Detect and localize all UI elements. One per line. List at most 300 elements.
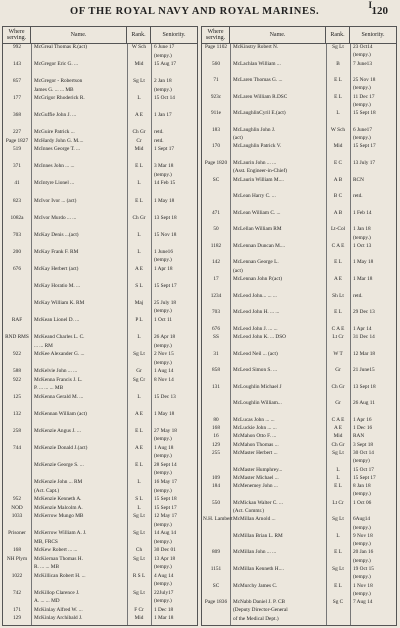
where-serving-cell: 1082a	[10, 214, 24, 221]
seniority-cell: retd.	[154, 129, 164, 136]
seniority-cell: (tempy.)	[154, 359, 172, 366]
rank-cell: L	[137, 231, 141, 238]
table-row	[202, 442, 396, 450]
name-cell: McLaren William R.DSC	[233, 93, 288, 100]
seniority-cell: (tempy.)	[154, 521, 172, 528]
seniority-cell: 8 Nov 14	[154, 376, 174, 383]
right-column-table	[201, 26, 397, 626]
name-cell: McKee Alexander G. ...	[34, 351, 85, 358]
where-serving-cell: 742	[13, 589, 21, 596]
rank-cell: Ch Gr	[331, 383, 345, 390]
seniority-cell: 19 Oct 15	[353, 566, 374, 572]
seniority-cell: (tempy.)	[154, 487, 172, 494]
seniority-cell: 6 June17	[353, 126, 372, 133]
table-row	[3, 505, 197, 514]
rank-cell: Lt Cr	[332, 334, 344, 340]
name-cell: McLellan William RM	[233, 226, 282, 233]
table-row	[202, 525, 396, 533]
rank-cell: Mid	[134, 146, 144, 153]
table-row	[202, 583, 396, 591]
table-row	[3, 351, 197, 360]
seniority-cell: (tempy.)	[353, 524, 371, 531]
table-row	[3, 419, 197, 428]
where-serving-cell: 227	[13, 129, 21, 136]
where-serving-cell: 131	[212, 383, 220, 390]
table-row	[202, 110, 396, 118]
rank-cell: W Sch	[330, 126, 346, 133]
name-cell: McHardy John G. M....	[34, 137, 84, 144]
rank-cell: E L	[334, 483, 342, 490]
table-row	[202, 127, 396, 135]
table-row	[202, 375, 396, 383]
rank-cell: Ch Gr	[132, 214, 146, 221]
name-cell: McLean William C. ...	[233, 209, 281, 216]
seniority-cell: 1 Oct 13	[353, 242, 372, 249]
seniority-cell: 6Aug14	[353, 516, 371, 523]
seniority-cell: (tempy.)	[154, 453, 172, 460]
seniority-cell: 15 Oct 14	[154, 95, 175, 102]
seniority-cell: 1 Nov 18	[353, 582, 373, 589]
rank-cell: B C	[333, 193, 343, 200]
seniority-cell: 1 Aug 18	[154, 444, 174, 451]
table-row	[3, 172, 197, 181]
seniority-cell: (tempy.)	[353, 102, 371, 108]
seniority-cell: 15 Sept 17	[353, 474, 376, 481]
seniority-cell: 9 Nov 18	[353, 532, 373, 539]
rank-cell: L	[137, 248, 141, 255]
rank-cell: Sg Lt	[332, 44, 344, 50]
rank-cell: Mid	[333, 143, 343, 150]
seniority-cell: 1 May 18	[154, 197, 175, 204]
right-table-header	[202, 27, 396, 44]
table-row	[202, 85, 396, 93]
where-serving-cell: 368	[13, 112, 21, 119]
table-row	[202, 61, 396, 69]
name-cell: of the Medical Dept.)	[233, 615, 279, 622]
name-cell: R. ... ... MB	[34, 564, 60, 571]
where-serving-cell: SC	[212, 176, 220, 183]
name-cell: (Act. Commr.)	[233, 508, 265, 514]
rank-cell: E L	[135, 163, 143, 170]
table-row	[3, 615, 197, 624]
table-row	[3, 53, 197, 62]
table-row	[3, 257, 197, 266]
table-row	[3, 249, 197, 258]
rank-cell: E L	[334, 549, 342, 556]
name-cell: McGuire Patrick ...	[34, 129, 75, 136]
seniority-cell: 30 Oct 14	[353, 450, 374, 456]
rank-cell: E L	[334, 582, 342, 589]
rank-cell: E L	[334, 77, 342, 84]
table-row	[202, 558, 396, 566]
table-row	[202, 549, 396, 557]
seniority-cell: 1 Apr 18	[154, 265, 173, 272]
table-row	[202, 433, 396, 441]
table-row	[3, 308, 197, 317]
name-cell: McLaurin William M....	[233, 176, 284, 183]
table-row	[202, 367, 396, 375]
name-cell: (act)	[233, 267, 243, 274]
where-serving-cell: NH Plym	[6, 555, 28, 562]
seniority-cell: (tempy.)	[154, 171, 172, 178]
seniority-cell: 21 June15	[353, 367, 375, 374]
page-number: 120	[371, 5, 388, 17]
name-cell: McKenzie John ... RM	[34, 479, 83, 485]
name-cell: McKew Robert ... ...	[34, 547, 78, 554]
name-cell: McKenna Gerald M. ...	[34, 393, 84, 400]
rank-cell: Mid	[134, 615, 144, 622]
where-serving-cell: 1234	[210, 292, 222, 299]
rank-cell: Ch Gr	[331, 441, 345, 448]
where-serving-cell: Prisoner	[8, 530, 26, 537]
table-row	[3, 283, 197, 292]
table-row	[202, 160, 396, 168]
seniority-cell: (tempy.)	[154, 86, 172, 93]
seniority-cell: 15 Nov 18	[154, 231, 177, 238]
table-row	[202, 467, 396, 475]
table-row	[3, 129, 197, 138]
seniority-cell: 1 Apr 16	[353, 416, 372, 423]
table-row	[3, 206, 197, 215]
seniority-cell: 1 May 18	[353, 259, 374, 266]
seniority-cell: retd.	[353, 193, 363, 200]
rank-cell: Mid	[134, 61, 144, 68]
table-row	[3, 385, 197, 394]
table-row	[202, 185, 396, 193]
where-serving-cell: 258	[13, 427, 21, 434]
table-row	[202, 500, 396, 508]
seniority-cell: 20 Jan 16	[353, 549, 374, 556]
where-serving-cell: 1151	[210, 566, 222, 572]
where-serving-cell: 16	[213, 433, 219, 440]
table-row	[202, 243, 396, 251]
where-serving-cell: 132	[13, 410, 21, 417]
table-row	[3, 411, 197, 420]
seniority-cell: (tempy.)	[353, 574, 371, 581]
seniority-cell: (tempy.)	[154, 470, 172, 477]
where-serving-cell: 143	[13, 61, 21, 68]
table-row	[3, 266, 197, 275]
seniority-cell: (tempy.)	[154, 598, 172, 605]
name-cell: McIvor Murdo ... ...	[34, 214, 77, 221]
table-row	[3, 556, 197, 565]
seniority-cell: 1 Sept 17	[154, 146, 175, 153]
table-row	[3, 488, 197, 497]
table-row	[3, 547, 197, 556]
table-row	[202, 599, 396, 607]
rank-cell: P L	[135, 316, 143, 323]
where-serving-cell: Page 1102	[204, 44, 228, 50]
name-cell: (Act. Capt.)	[34, 487, 60, 494]
left-column-table	[2, 26, 198, 626]
rank-header: Rank.	[127, 27, 151, 43]
seniority-cell: (tempy.)	[353, 541, 371, 548]
table-row	[202, 268, 396, 276]
table-row	[3, 274, 197, 283]
rank-cell: L	[137, 180, 141, 187]
name-cell: McLoughlin Michael J	[233, 383, 282, 390]
name-cell: McKenzie Angus J. ...	[34, 427, 81, 434]
where-serving-cell: 129	[13, 615, 21, 622]
seniority-cell: 22July17	[154, 589, 174, 596]
where-serving-cell: 809	[212, 549, 220, 556]
rank-cell: Sg Lt	[133, 78, 145, 85]
name-cell: McLaughlin Patrick V.	[233, 143, 282, 150]
seniority-cell: 1 Mar 18	[154, 615, 174, 622]
seniority-cell: 7 Aug 14	[353, 599, 373, 606]
rank-cell: L	[336, 466, 340, 473]
name-cell: McInnes George T. ...	[34, 146, 81, 153]
rank-cell: L	[137, 334, 141, 340]
seniority-cell: RCN	[353, 176, 364, 183]
where-serving-cell: 41	[14, 180, 20, 187]
where-serving-cell: NOD	[11, 504, 23, 511]
name-cell: McMahon Thomas ...	[233, 441, 279, 448]
where-serving-cell: 703	[13, 231, 21, 238]
table-row	[3, 377, 197, 386]
name-cell: McKinlay Alfred W. ...	[34, 606, 83, 613]
table-row	[202, 251, 396, 259]
where-serving-cell: 255	[212, 450, 220, 456]
seniority-cell: 15 Sept 17	[154, 504, 177, 511]
seniority-cell: 1 Aug 14	[154, 368, 174, 375]
seniority-cell: (tempy.)	[353, 590, 371, 597]
table-row	[202, 152, 396, 160]
rank-cell: A B	[333, 176, 343, 183]
name-cell: McGregor Eric G. ...	[34, 61, 78, 68]
where-serving-cell: 184	[212, 483, 220, 490]
name-cell: McMaster Humphrey...	[233, 466, 283, 473]
rank-cell: S L	[135, 496, 143, 503]
rank-cell: E L	[334, 309, 342, 316]
where-serving-cell: 109	[212, 474, 220, 481]
seniority-cell: 27 May 18	[154, 427, 177, 434]
rank-cell: L	[137, 479, 141, 485]
seniority-cell: 3 Sept 18	[353, 441, 374, 448]
seniority-cell: 13 Apr 18	[154, 555, 176, 562]
table-row	[3, 112, 197, 121]
table-row	[3, 539, 197, 548]
table-row	[202, 409, 396, 417]
rank-cell: Mid	[333, 433, 343, 440]
seniority-cell: (tempy.)	[154, 342, 172, 349]
rank-cell: Gr	[335, 367, 341, 374]
rank-cell: B	[336, 60, 340, 67]
name-cell: (Deputy Director-General	[233, 607, 288, 614]
rank-cell: Sg Lt	[332, 450, 344, 456]
name-cell: McGuffie John J. ...	[34, 112, 77, 119]
table-row	[3, 607, 197, 616]
rank-cell: E L	[135, 197, 143, 204]
name-cell: ... ... RM	[34, 342, 53, 349]
table-row	[202, 491, 396, 499]
table-row	[3, 598, 197, 607]
table-row	[202, 616, 396, 624]
rank-cell: A E	[333, 425, 343, 432]
where-serving-cell: 676	[13, 265, 21, 272]
where-serving-cell: 177	[13, 95, 21, 102]
seniority-cell: 1 June16	[154, 248, 173, 255]
seniority-cell: 31 Dec 14	[353, 334, 375, 340]
seniority-cell: (tempy)	[353, 458, 370, 465]
where-serving-cell: 471	[212, 209, 220, 216]
seniority-cell: 16 May 17	[154, 479, 177, 485]
name-cell: McLennan John P.(act)	[233, 276, 282, 282]
seniority-cell: 2 Nov 15	[154, 351, 174, 358]
seniority-cell: (tempy.)	[353, 491, 371, 498]
where-serving-cell: Page 1836	[204, 599, 228, 606]
name-cell: McLeod Neil ... (act)	[233, 350, 278, 357]
rank-cell: E L	[135, 427, 143, 434]
table-row	[202, 384, 396, 392]
table-row	[3, 215, 197, 224]
rank-cell: R S L	[132, 572, 146, 579]
where-serving-cell: 1182	[210, 242, 222, 249]
left-table-header	[3, 27, 197, 44]
name-cell: McInnes John ... ...	[34, 163, 75, 170]
where-serving-cell: 1033	[11, 513, 23, 520]
where-serving-cell: 922	[13, 376, 21, 383]
seniority-cell: 4 Aug 14	[154, 572, 174, 579]
seniority-cell: 15 Sept 17	[353, 143, 376, 150]
where-serving-cell: Page 1820	[204, 160, 228, 166]
name-cell: McLeod Simon S. ...	[233, 367, 277, 374]
seniority-cell: 15 Aug 17	[154, 61, 177, 68]
name-cell: McNabb Daniel J. P. CB	[233, 599, 286, 606]
where-serving-cell: 129	[212, 441, 220, 448]
where-serving-cell: 125	[13, 393, 21, 400]
rank-cell: Maj	[134, 299, 144, 306]
seniority-cell: RAN	[353, 433, 365, 440]
seniority-cell: 23 Oct14	[353, 44, 373, 50]
name-cell: McLucas John ... ...	[233, 416, 275, 423]
seniority-cell: 14 Feb 15	[154, 180, 176, 187]
where-serving-cell: 703	[212, 309, 220, 316]
table-row	[3, 189, 197, 198]
rank-cell: S L	[135, 282, 143, 289]
name-cell: McKay Frank F. RM	[34, 248, 79, 255]
table-row	[202, 119, 396, 127]
name-cell: (act)	[233, 135, 243, 142]
table-row	[3, 530, 197, 539]
rank-cell: A E	[333, 276, 343, 282]
table-row	[202, 218, 396, 226]
rank-cell: L	[137, 504, 141, 511]
table-row	[3, 479, 197, 488]
table-row	[3, 104, 197, 113]
table-row	[202, 94, 396, 102]
name-cell: McKillican Robert H. ...	[34, 572, 86, 579]
name-cell: McMenemey John ...	[233, 483, 278, 490]
seniority-cell: (tempy.)	[154, 52, 172, 59]
table-row	[202, 541, 396, 549]
name-cell: McKerrow William A. J.	[34, 530, 87, 537]
rank-cell: L	[336, 474, 340, 481]
table-row	[202, 342, 396, 350]
where-serving-cell: SC	[212, 582, 220, 589]
where-serving-cell: N.H. Lambert	[203, 516, 233, 523]
seniority-cell: (tempy.)	[154, 257, 172, 264]
table-row	[202, 284, 396, 292]
seniority-cell: 3 Mar 18	[154, 163, 174, 170]
rank-cell: A B	[333, 209, 343, 216]
seniority-cell: 13 Sept 18	[353, 383, 376, 390]
seniority-cell: (tempy.)	[353, 52, 371, 59]
seniority-cell: (tempy.)	[353, 85, 371, 92]
table-row	[3, 513, 197, 522]
table-row	[202, 135, 396, 143]
where-serving-cell: 168	[212, 425, 220, 432]
rank-cell: A E	[134, 265, 144, 272]
seniority-cell: 11 Dec 17	[353, 93, 375, 100]
table-row	[3, 180, 197, 189]
rank-cell: Sg Lt	[133, 513, 145, 520]
table-row	[3, 394, 197, 403]
table-row	[3, 360, 197, 369]
name-cell: McMillan Brian L. RM	[233, 532, 283, 539]
name-cell: McKay Horatio M. ...	[34, 282, 81, 289]
where-serving-cell: 560	[212, 60, 220, 67]
rank-cell: C A E	[331, 325, 345, 332]
table-row	[202, 226, 396, 234]
table-row	[202, 334, 396, 342]
name-cell: McLeod John H. ... ...	[233, 309, 280, 316]
where-serving-cell: 142	[212, 259, 220, 266]
table-row	[3, 95, 197, 104]
table-row	[202, 235, 396, 243]
name-cell: McKiernan Thomas H.	[34, 555, 83, 562]
name-cell: McMurchy James C.	[233, 582, 278, 589]
seniority-header: Seniority.	[361, 32, 385, 38]
name-cell: McMillan Kenneth H....	[233, 566, 284, 572]
rank-cell: Sh Lt	[332, 292, 344, 299]
table-row	[3, 223, 197, 232]
where-serving-cell: 923c	[210, 93, 222, 100]
where-serving-cell: 371	[13, 163, 21, 170]
seniority-cell: 30 Dec 01	[154, 547, 176, 554]
where-serving-cell: 17	[213, 276, 219, 282]
table-row	[202, 317, 396, 325]
where-serving-cell: 857	[13, 78, 21, 85]
seniority-cell: 1 Feb 14	[353, 209, 372, 216]
seniority-cell: 13 July 17	[353, 160, 376, 166]
rank-cell: E L	[334, 259, 342, 266]
rank-cell: Sg Cr	[132, 376, 146, 383]
name-cell: McLennan Duncan M....	[233, 242, 286, 249]
seniority-cell: 15 Sept 17	[154, 282, 177, 289]
where-serving-cell: 519	[13, 146, 21, 153]
table-row	[202, 102, 396, 110]
seniority-cell: 12 Mar 18	[353, 350, 376, 357]
seniority-cell: 26 Aug 11	[353, 400, 375, 407]
name-cell: McKinstry Robert N.	[233, 44, 279, 50]
where-serving-cell: RAF	[11, 316, 23, 323]
seniority-cell: 2 Jan 18	[154, 78, 172, 85]
table-row	[202, 309, 396, 317]
table-row	[3, 121, 197, 130]
seniority-cell: 1 Oct 11	[154, 316, 173, 323]
seniority-cell: 14 Aug 14	[154, 530, 177, 537]
table-row	[3, 232, 197, 241]
rank-cell: F Cr	[134, 606, 144, 613]
name-cell: McMahon Otto F. ...	[233, 433, 277, 440]
name-cell: McKillop Clarence J.	[34, 589, 80, 596]
seniority-cell: 1 Jan 17	[154, 112, 172, 119]
table-row	[202, 574, 396, 582]
seniority-cell: 1 Dec 18	[154, 606, 174, 613]
where-serving-cell: 170	[212, 143, 220, 150]
name-cell: McLaughlinCyril E.(act)	[233, 110, 286, 117]
